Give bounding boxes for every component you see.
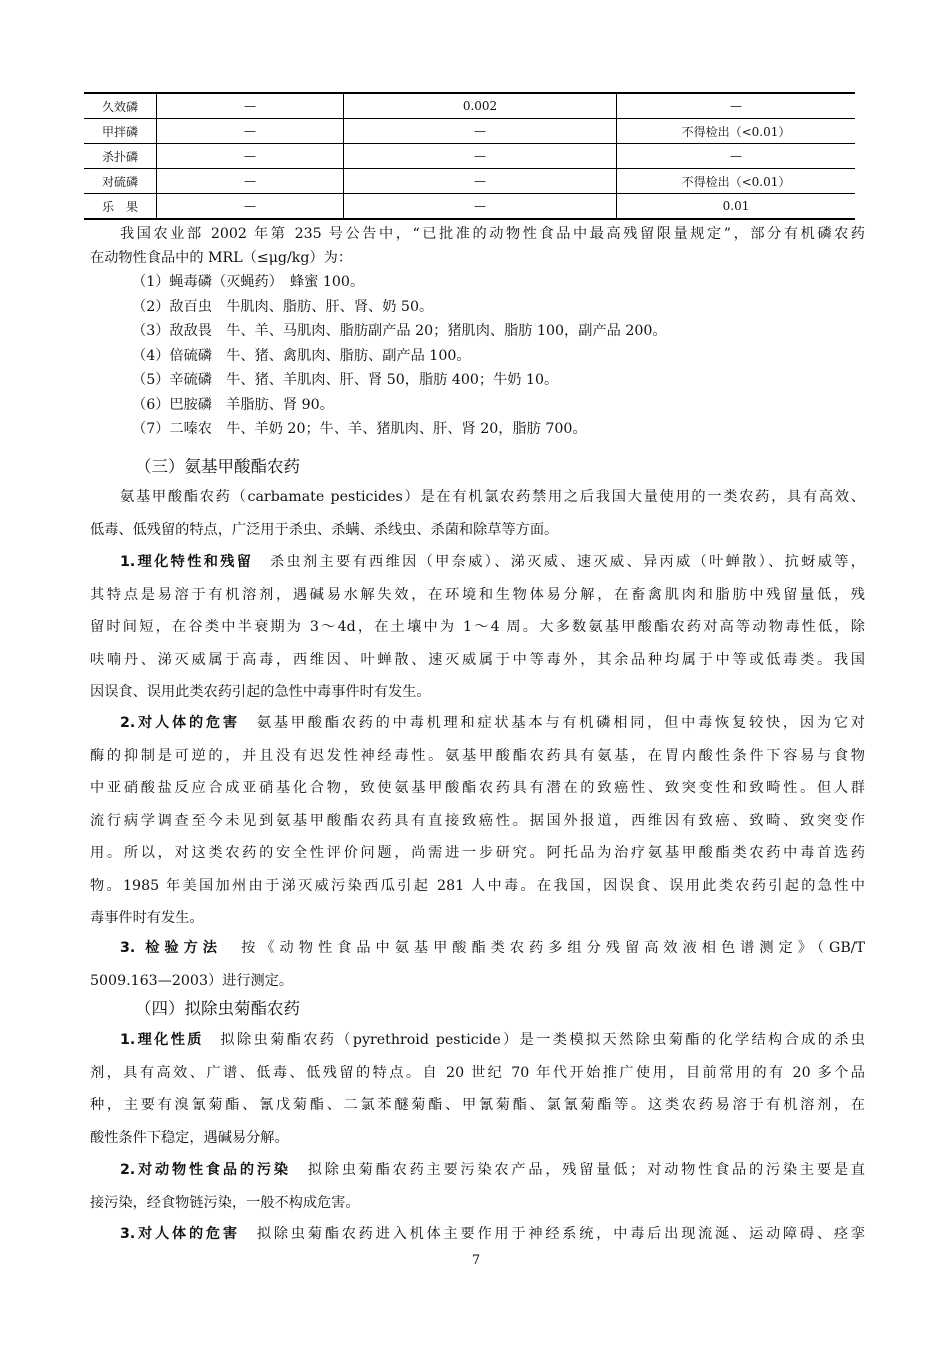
paragraph-line [120, 552, 865, 572]
paragraph-text: 拟除虫菊酯农药（pyrethroid pesticide）是一类模拟天然除虫菊酯的化学结构合成的杀虫 [203, 1032, 865, 1048]
paragraph-line: 氨基甲酸酯农药（carbamate pesticides）是在有机氯农药禁用之后我国大量使用的一类农药，具有高效、 [120, 489, 865, 505]
paragraph-heading: 1.理化性质 [120, 1032, 204, 1048]
list-item: （5）辛硫磷 牛、猪、羊肌肉、肝、肾 50，脂肪 400；牛奶 10。 [132, 372, 559, 388]
table-cell: 久效磷 [101, 99, 138, 114]
list-item: （4）倍硫磷 牛、猪、禽肌肉、脂肪、副产品 100。 [132, 347, 471, 364]
section-heading: （四）拟除虫菊酯农药 [135, 999, 300, 1018]
paragraph-line [120, 1224, 865, 1244]
paragraph-text: 氨基甲酸酯农药的中毒机理和症状基本与有机磷相同，但中毒恢复较快，因为它对 [239, 715, 865, 731]
mrl-table [84, 92, 855, 220]
table-cell: 甲拌磷 [84, 119, 157, 144]
paragraph-line [120, 1030, 865, 1050]
page-number: 7 [471, 1253, 481, 1268]
paragraph-line: 我国农业部 2002 年第 235 号公告中，“已批准的动物性食品中最高残留限量规定”，部分有机磷农药 [120, 226, 865, 242]
paragraph-line: 低毒、低残留的特点，广泛用于杀虫、杀螨、杀线虫、杀菌和除草等方面。 [90, 521, 559, 538]
paragraph-heading: 2.对动物性食品的污染 [120, 1162, 291, 1178]
table-cell: 不得检出（<0.01） [617, 119, 856, 144]
table-row [84, 93, 855, 119]
paragraph-heading: 3. 检验方法 [120, 940, 222, 956]
paragraph-line: 用。所以，对这类农药的安全性评价问题，尚需进一步研究。阿托品为治疗氨基甲酸酯类农药中毒首选药 [90, 845, 865, 861]
table-row [84, 194, 855, 220]
table-cell: 0.002 [344, 93, 617, 119]
paragraph-line: 因误食、误用此类农药引起的急性中毒事件时有发生。 [90, 684, 431, 700]
paragraph-line: 流行病学调查至今未见到氨基甲酸酯农药具有直接致癌性。据国外报道，西维因有致癌、致畸、致突变作 [90, 812, 865, 829]
paragraph-line: 呋喃丹、涕灭威属于高毒，西维因、叶蝉散、速灭威属于中等毒外，其余品种均属于中等或低毒类。我国 [90, 651, 865, 668]
paragraph-text: 杀虫剂主要有西维因（甲奈威）、涕灭威、速灭威、异丙威（叶蝉散）、抗蚜威等， [253, 554, 865, 570]
table-cell: — [157, 169, 344, 194]
list-item: （6）巴胺磷 羊脂肪、肾 90。 [132, 396, 334, 413]
table-row [84, 119, 855, 144]
paragraph-line: 接污染，经食物链污染，一般不构成危害。 [90, 1194, 360, 1211]
paragraph-line: 留时间短，在谷类中半衰期为 3～4d，在土壤中为 1～4 周。大多数氨基甲酸酯农药对高等动物毒性低，除 [90, 619, 865, 635]
paragraph-line: 其特点是易溶于有机溶剂，遇碱易水解失效，在环境和生物体易分解，在畜禽肌肉和脂肪中残留量低，残 [90, 586, 865, 603]
table-cell: — [157, 194, 344, 220]
list-item: （3）敌敌畏 牛、羊、马肌肉、脂肪副产品 20；猪肌肉、脂肪 100，副产品 200。 [132, 323, 667, 339]
paragraph-line [120, 1160, 865, 1180]
table-cell: — [344, 119, 617, 144]
paragraph-text: 按《动物性食品中氨基甲酸酯类农药多组分残留高效液相色谱测定》（GB/T [221, 940, 866, 956]
table-cell: — [344, 169, 617, 194]
paragraph-heading: 1.理化特性和残留 [120, 554, 254, 570]
paragraph-line: 种，主要有溴氰菊酯、氰戊菊酯、二氯苯醚菊酯、甲氰菊酯、氯氰菊酯等。这类农药易溶于有机溶剂，在 [90, 1097, 865, 1113]
table-cell: — [617, 144, 856, 169]
paragraph-line [120, 713, 865, 733]
list-item: （1）蝇毒磷（灭蝇药） 蜂蜜 100。 [132, 274, 365, 290]
paragraph-line: 中亚硝酸盐反应合成亚硝基化合物，致使氨基甲酸酯农药具有潜在的致癌性、致突变性和致畸性。但人群 [90, 780, 865, 796]
list-item: （2）敌百虫 牛肌肉、脂肪、肝、肾、奶 50。 [132, 298, 434, 315]
table-cell: 乐 果 [84, 194, 157, 220]
paragraph-heading: 3.对人体的危害 [120, 1226, 240, 1242]
table-cell: 杀扑磷 [84, 144, 157, 169]
table-cell: — [617, 93, 856, 119]
list-item: （7）二嗪农 牛、羊奶 20；牛、羊、猪肌肉、肝、肾 20，脂肪 700。 [132, 421, 587, 437]
paragraph-line: 5009.163—2003）进行测定。 [90, 972, 294, 989]
table-row [84, 169, 855, 194]
table-cell: 对硫磷 [84, 169, 157, 194]
table-cell: — [157, 119, 344, 144]
table-cell: 0.01 [617, 194, 856, 220]
table-cell: — [344, 194, 617, 220]
table-cell: 不得检出（<0.01） [617, 169, 856, 194]
section-heading: （三）氨基甲酸酯农药 [135, 457, 300, 476]
table-cell: — [157, 93, 344, 119]
paragraph-text: 拟除虫菊酯农药主要污染农产品，残留量低；对动物性食品的污染主要是直 [290, 1162, 865, 1178]
paragraph-line [120, 938, 865, 958]
paragraph-line: 酸性条件下稳定，遇碱易分解。 [90, 1129, 289, 1146]
table-cell: — [157, 144, 344, 169]
paragraph-text: 拟除虫菊酯农药进入机体主要作用于神经系统，中毒后出现流涎、运动障碍、痉挛 [239, 1226, 865, 1242]
paragraph-heading: 2.对人体的危害 [120, 715, 240, 731]
table-cell: — [344, 144, 617, 169]
table-row [84, 144, 855, 169]
paragraph-line: 毒事件时有发生。 [90, 910, 204, 926]
paragraph-line: 物。1985 年美国加州由于涕灭威污染西瓜引起 281 人中毒。在我国，因误食、误用此类农药引起的急性中 [90, 877, 865, 894]
paragraph-line: 在动物性食品中的 MRL（≤μg/kg）为： [90, 250, 353, 266]
paragraph-line: 酶的抑制是可逆的，并且没有迟发性神经毒性。氨基甲酸酯农药具有氨基，在胃内酸性条件下容易与食物 [90, 747, 865, 764]
paragraph-line: 剂，具有高效、广谱、低毒、低残留的特点。自 20 世纪 70 年代开始推广使用，目前常用的有 20 多个品 [90, 1064, 865, 1081]
